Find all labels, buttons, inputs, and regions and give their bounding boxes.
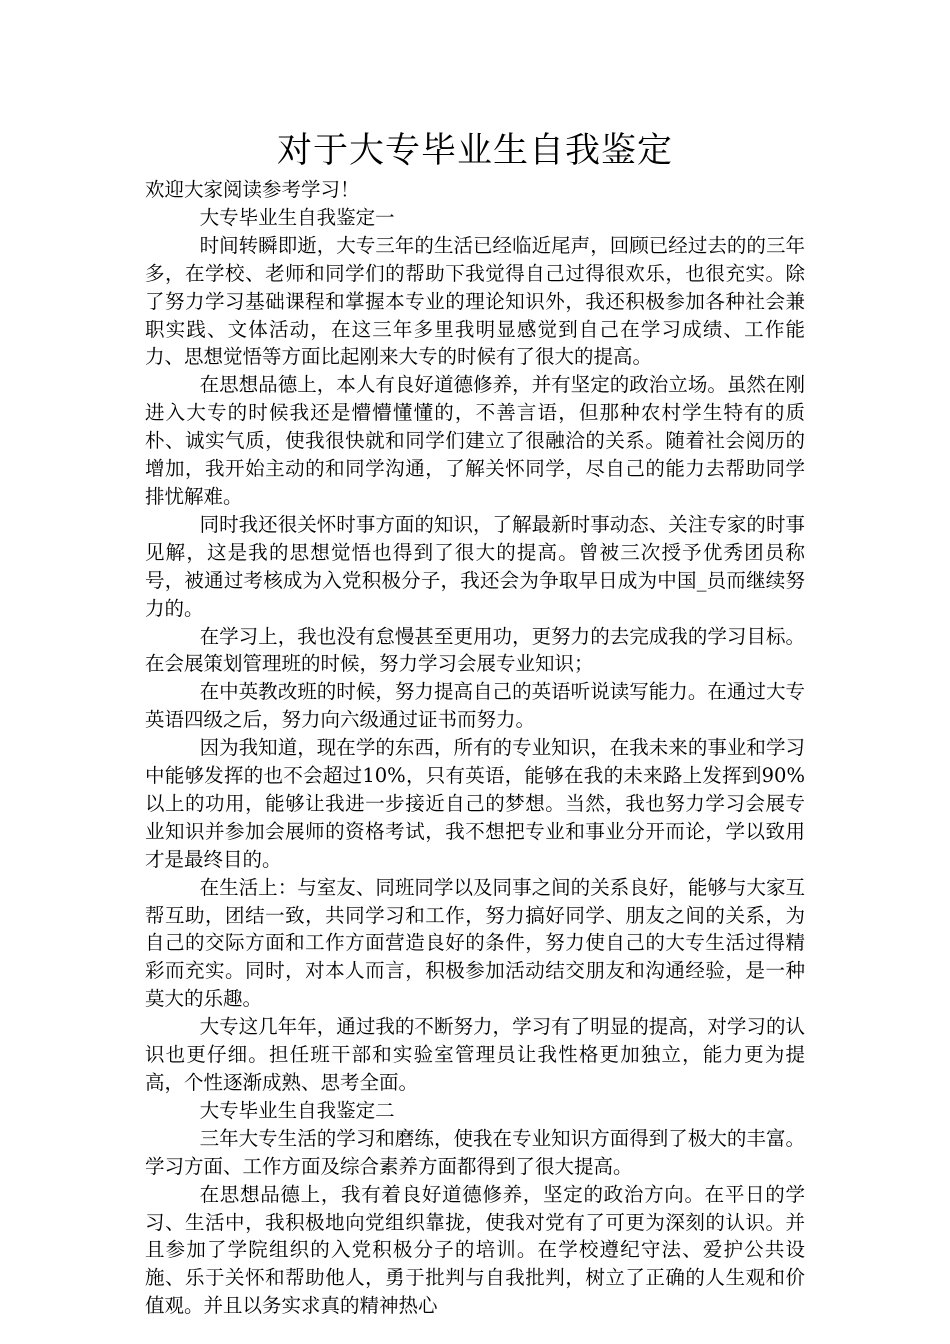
paragraph: 同时我还很关怀时事方面的知识，了解最新时事动态、关注专家的时事见解，这是我的思想觉悟也得到了很大的提高。曾被三次授予优秀团员称号，被通过考核成为入党积极分子，我还会为争取早日成为中国_员而继续努力的。 [145,512,805,620]
document-page [145,128,805,1320]
section-heading-2: 大专毕业生自我鉴定二 [199,1098,395,1122]
section-heading-1: 大专毕业生自我鉴定一 [199,205,395,229]
paragraph: 在学习上，我也没有怠慢甚至更用功，更努力的去完成我的学习目标。在会展策划管理班的时候，努力学习会展专业知识； [145,624,805,676]
document-title: 对于大专毕业生自我鉴定 [276,131,673,171]
paragraph: 在中英教改班的时候，努力提高自己的英语听说读写能力。在通过大专英语四级之后，努力向六级通过证书而努力。 [145,680,805,732]
paragraph: 在思想品德上，本人有良好道德修养，并有坚定的政治立场。虽然在刚进入大专的时候我还是懵懵懂懂的，不善言语，但那种农村学生特有的质朴、诚实气质，使我很快就和同学们建立了很融洽的关系。随着社会阅历的增加，我开始主动的和同学沟通，了解关怀同学，尽自己的能力去帮助同学排忧解难。 [145,373,805,508]
paragraph: 三年大专生活的学习和磨练，使我在专业知识方面得到了极大的丰富。学习方面、工作方面及综合素养方面都得到了很大提高。 [145,1126,805,1178]
intro-line: 欢迎大家阅读参考学习！ [145,178,360,201]
paragraph: 在思想品德上，我有着良好道德修养，坚定的政治方向。在平日的学习、生活中，我积极地向党组织靠拢，使我对党有了可更为深刻的认识。并且参加了学院组织的入党积极分子的培训。在学校遵纪守法、爱护公共设施、乐于关怀和帮助他人，勇于批判与自我批判，树立了正确的人生观和价值观。并且以务实求真的精神热心 [145,1182,805,1318]
paragraph: 在生活上：与室友、同班同学以及同事之间的关系良好，能够与大家互帮互助，团结一致，共同学习和工作，努力搞好同学、朋友之间的关系，为自己的交际方面和工作方面营造良好的条件，努力使自己的大专生活过得精彩而充实。同时，对本人而言，积极参加活动结交朋友和沟通经验，是一种莫大的乐趣。 [145,875,805,1011]
paragraph: 大专这几年年，通过我的不断努力，学习有了明显的提高，对学习的认识也更仔细。担任班干部和实验室管理员让我性格更加独立，能力更为提高，个性逐渐成熟、思考全面。 [145,1015,805,1094]
paragraph: 因为我知道，现在学的东西，所有的专业知识，在我未来的事业和学习中能够发挥的也不会超过10%，只有英语，能够在我的未来路上发挥到90%以上的功用，能够让我进一步接近自己的梦想。当然，我也努力学习会展专业知识并参加会展师的资格考试，我不想把专业和事业分开而论，学以致用才是最终目的。 [145,736,805,871]
paragraph: 时间转瞬即逝，大专三年的生活已经临近尾声，回顾已经过去的的三年多，在学校、老师和同学们的帮助下我觉得自己过得很欢乐，也很充实。除了努力学习基础课程和掌握本专业的理论知识外，我还积极参加各种社会兼职实践、文体活动，在这三年多里我明显感觉到自己在学习成绩、工作能力、思想觉悟等方面比起刚来大专的时候有了很大的提高。 [145,233,805,369]
